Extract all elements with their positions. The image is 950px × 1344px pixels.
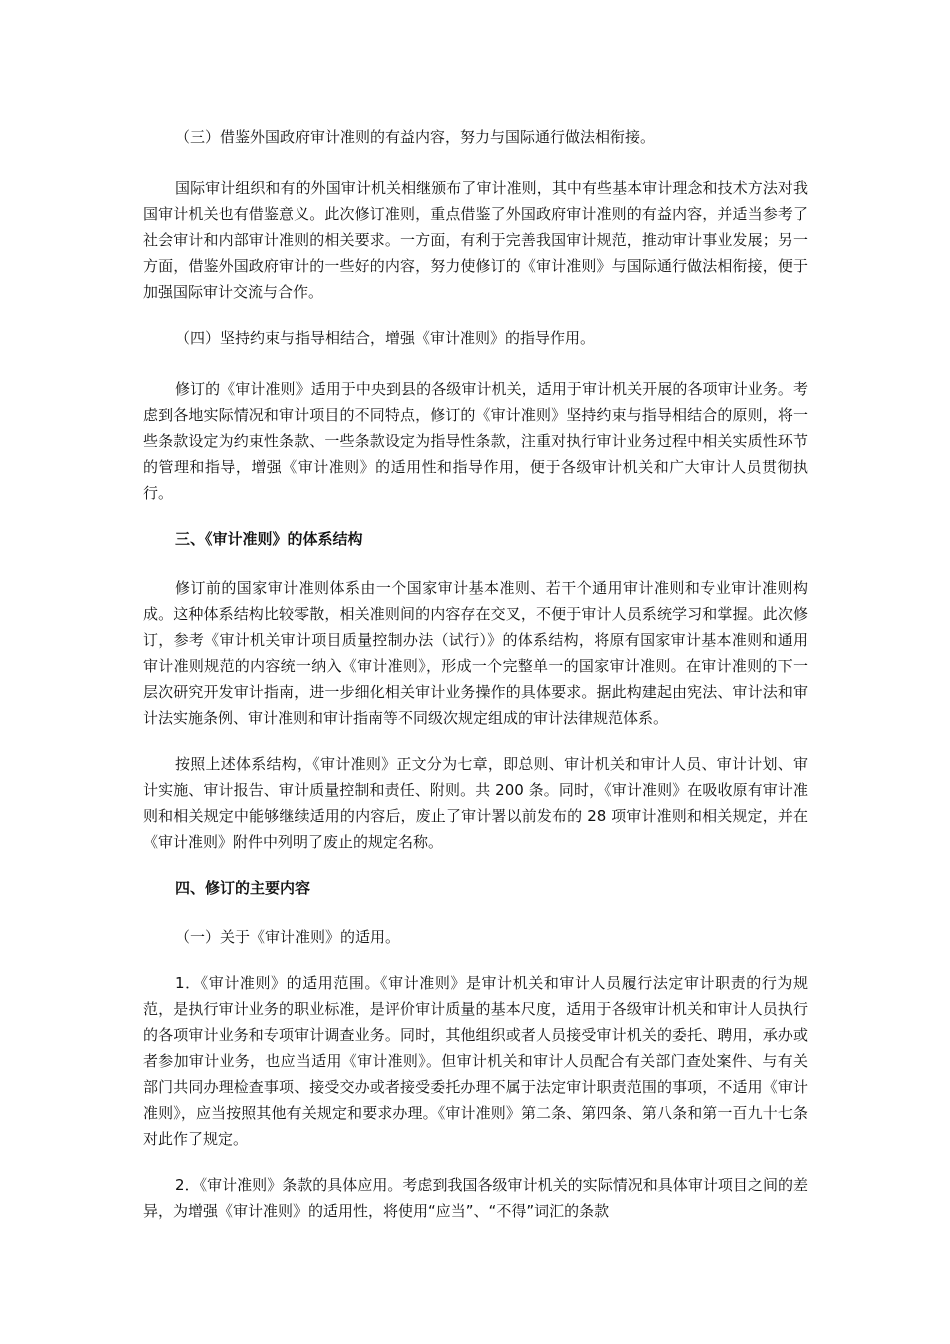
section-subheading-1: （一）关于《审计准则》的适用。 [175, 928, 401, 946]
paragraph: 国际审计组织和有的外国审计机关相继颁布了审计准则，其中有些基本审计理念和技术方法对我国审计机关也有借鉴意义。此次修订准则，重点借鉴了外国政府审计准则的有益内容，并适当参考了社会审计和内部审计准则的相关要求。一方面，有利于完善我国审计规范，推动审计事业发展；另一方面，借鉴外国政府审计的一些好的内容，努力使修订的《审计准则》与国际通行做法相衔接，便于加强国际审计交流与合作。 [143, 179, 808, 301]
paragraph: 修订前的国家审计准则体系由一个国家审计基本准则、若干个通用审计准则和专业审计准则构成。这种体系结构比较零散，相关准则间的内容存在交叉，不便于审计人员系统学习和掌握。此次修订，参考《审计机关审计项目质量控制办法（试行）》的体系结构，将原有国家审计基本准则和通用审计准则规范的内容统一纳入《审计准则》，形成一个完整单一的国家审计准则。在审计准则的下一层次研究开发审计指南，进一步细化相关审计业务操作的具体要求。据此构建起由宪法、审计法和审计法实施条例、审计准则和审计指南等不同级次规定组成的审计法律规范体系。 [143, 579, 808, 727]
document-page [143, 124, 808, 1244]
paragraph: 修订的《审计准则》适用于中央到县的各级审计机关，适用于审计机关开展的各项审计业务。考虑到各地实际情况和审计项目的不同特点，修订的《审计准则》坚持约束与指导相结合的原则，将一些条款设定为约束性条款、一些条款设定为指导性条款，注重对执行审计业务过程中相关实质性环节的管理和指导，增强《审计准则》的适用性和指导作用，便于各级审计机关和广大审计人员贯彻执行。 [143, 380, 808, 502]
paragraph: 2．《审计准则》条款的具体应用。考虑到我国各级审计机关的实际情况和具体审计项目之间的差异，为增强《审计准则》的适用性，将使用“应当”、“不得”词汇的条款 [143, 1176, 808, 1220]
paragraph: 按照上述体系结构，《审计准则》正文分为七章，即总则、审计机关和审计人员、审计计划、审计实施、审计报告、审计质量控制和责任、附则。共 200 条。同时，《审计准则》在吸收原有审计准则和相关规定中能够继续适用的内容后，废止了审计署以前发布的 28 项审计准则和相关规定，并在《审计准则》附件中列明了废止的规定名称。 [143, 755, 808, 851]
section-subheading-3: （三）借鉴外国政府审计准则的有益内容，努力与国际通行做法相衔接。 [175, 128, 656, 146]
section-heading-3: 三、《审计准则》的体系结构 [175, 530, 363, 548]
section-heading-4: 四、修订的主要内容 [175, 879, 311, 897]
section-subheading-4: （四）坚持约束与指导相结合，增强《审计准则》的指导作用。 [175, 329, 596, 347]
paragraph: 1．《审计准则》的适用范围。《审计准则》是审计机关和审计人员履行法定审计职责的行为规范，是执行审计业务的职业标准，是评价审计质量的基本尺度，适用于各级审计机关和审计人员执行的各项审计业务和专项审计调查业务。同时，其他组织或者人员接受审计机关的委托、聘用，承办或者参加审计业务，也应当适用《审计准则》。但审计机关和审计人员配合有关部门查处案件、与有关部门共同办理检查事项、接受交办或者接受委托办理不属于法定审计职责范围的事项，不适用《审计准则》，应当按照其他有关规定和要求办理。《审计准则》第二条、第四条、第八条和第一百九十七条对此作了规定。 [143, 974, 808, 1148]
